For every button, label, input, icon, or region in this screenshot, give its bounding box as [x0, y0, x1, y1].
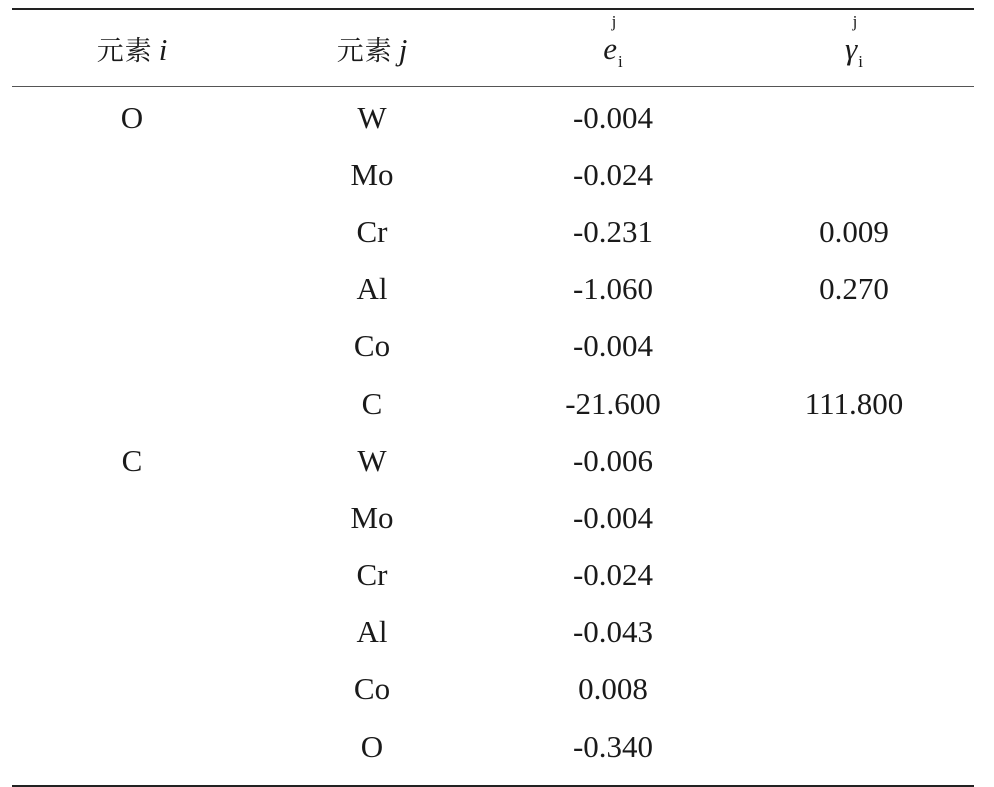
cell-element-j: W — [357, 99, 387, 135]
cell-e-value: -0.004 — [572, 99, 654, 135]
header-element-j-label: 元素 — [336, 35, 393, 67]
cell-element-j: O — [360, 728, 384, 764]
gamma-subscript: i — [858, 51, 863, 71]
table-row — [12, 604, 974, 661]
cell-element-j: Co — [353, 671, 391, 707]
cell-e-value: -0.340 — [572, 728, 654, 764]
table-row — [12, 547, 974, 604]
cell-element-j: W — [357, 442, 387, 478]
table-row — [12, 432, 974, 489]
header-element-i — [12, 29, 252, 68]
gamma-symbol-letter: γ — [845, 30, 858, 66]
cell-e-value: -0.004 — [572, 328, 654, 364]
cell-gamma-value: 0.270 — [819, 271, 889, 307]
cell-e-value: -21.600 — [565, 385, 661, 421]
cell-e-value: -0.024 — [572, 557, 654, 593]
cell-gamma-value: 0.009 — [819, 213, 889, 249]
gamma-symbol — [845, 11, 863, 71]
table-row — [12, 146, 974, 203]
header-element-j-var: j — [398, 31, 408, 67]
table-row — [12, 318, 974, 375]
cell-element-i: C — [121, 442, 143, 478]
cell-element-j: Mo — [350, 156, 394, 192]
cell-e-value: -0.024 — [572, 156, 654, 192]
table-row — [12, 661, 974, 718]
cell-element-j: Al — [356, 271, 388, 307]
cell-element-j: Al — [356, 614, 388, 650]
table-row — [12, 375, 974, 432]
cell-element-j: Mo — [350, 499, 394, 535]
header-element-i-label: 元素 — [96, 35, 153, 67]
table-header-row — [12, 10, 974, 86]
gamma-superscript: j — [852, 11, 858, 31]
header-element-i-var: i — [158, 31, 168, 67]
cell-e-value: -0.004 — [572, 499, 654, 535]
header-e-coefficient — [492, 11, 734, 71]
e-symbol — [603, 11, 623, 71]
table-row — [12, 203, 974, 260]
table-row — [12, 489, 974, 546]
cell-e-value: -0.043 — [572, 614, 654, 650]
cell-e-value: -0.006 — [572, 442, 654, 478]
e-superscript: j — [611, 11, 617, 31]
cell-element-i: O — [120, 99, 144, 135]
e-subscript: i — [618, 51, 623, 71]
table-row — [12, 261, 974, 318]
cell-e-value: -0.231 — [572, 213, 654, 249]
e-symbol-letter: e — [603, 30, 618, 66]
table-body — [12, 87, 974, 785]
interaction-coefficient-table — [12, 8, 974, 787]
header-gamma-coefficient — [734, 11, 974, 71]
cell-e-value: 0.008 — [578, 671, 648, 707]
cell-e-value: -1.060 — [572, 271, 654, 307]
cell-element-j: C — [361, 385, 383, 421]
table-row — [12, 718, 974, 775]
cell-element-j: Cr — [356, 213, 388, 249]
cell-element-j: Cr — [356, 557, 388, 593]
header-element-j — [252, 29, 492, 68]
cell-element-j: Co — [353, 328, 391, 364]
cell-gamma-value: 111.800 — [804, 385, 904, 421]
table-row — [12, 89, 974, 146]
